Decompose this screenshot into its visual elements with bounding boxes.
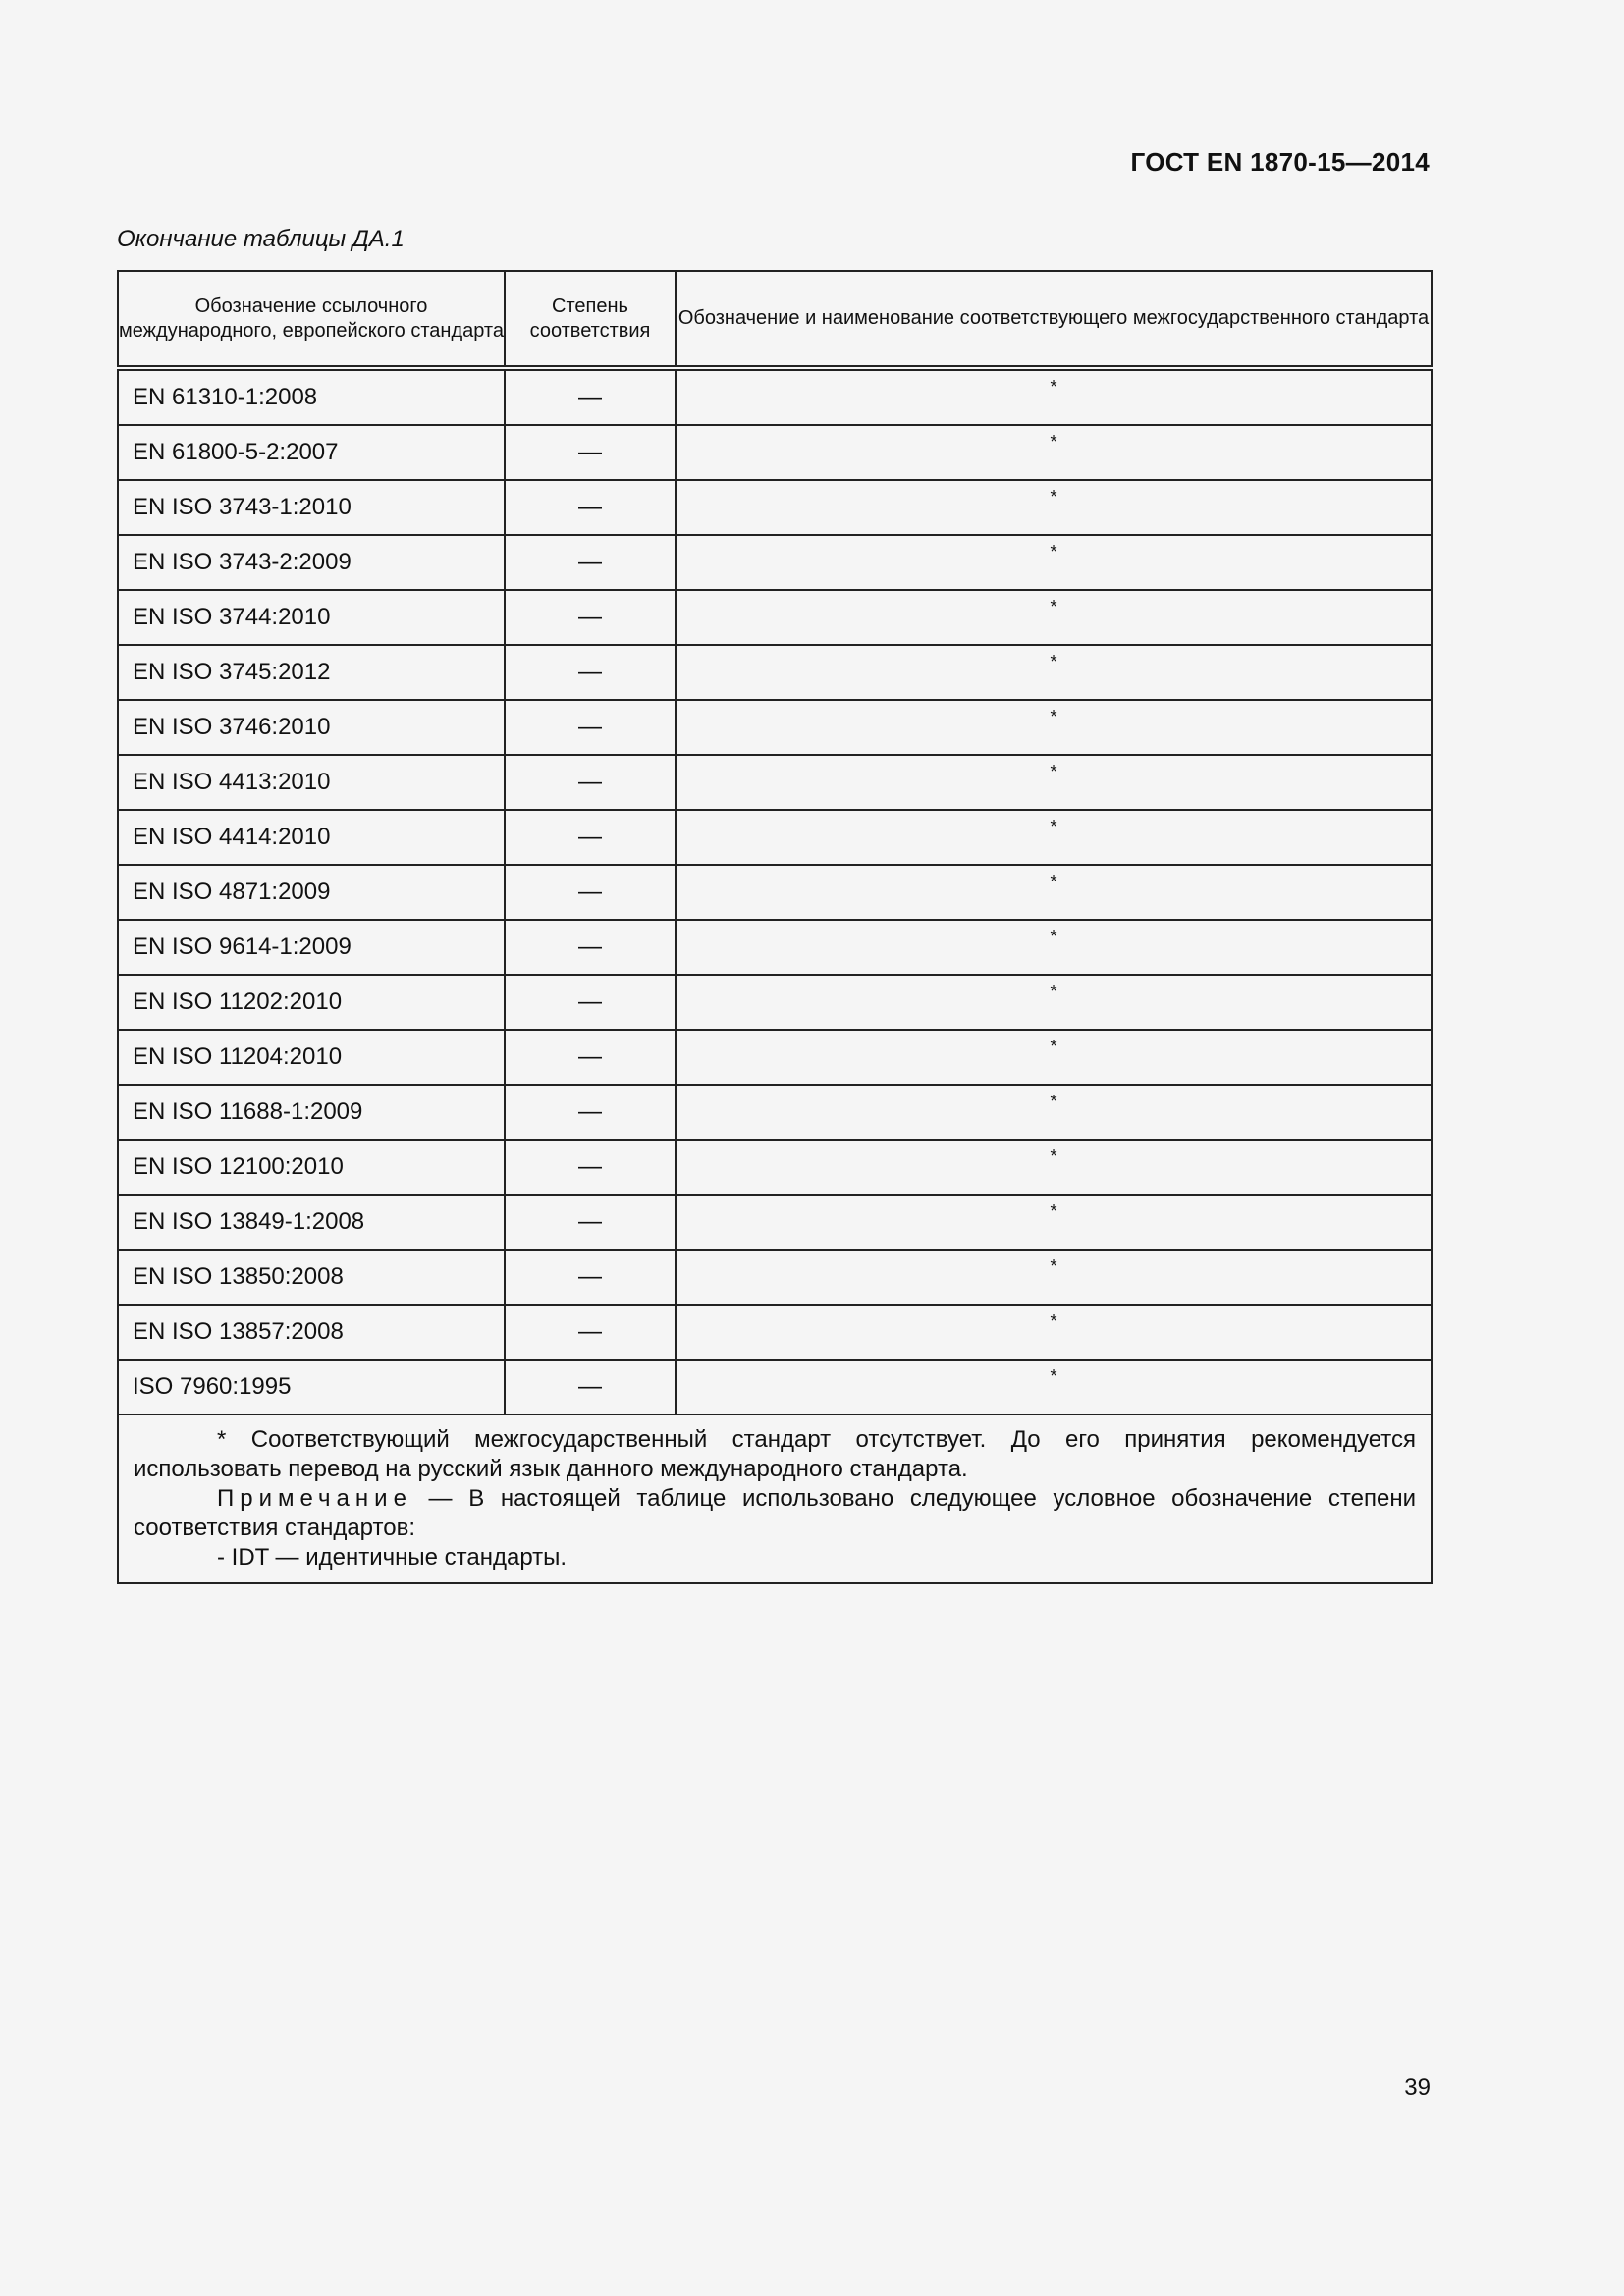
idt-legend: - IDT — идентичные стандарты. [217, 1544, 568, 1571]
standard-code-cell: EN ISO 3746:2010 [118, 700, 505, 755]
standards-table [117, 270, 1433, 1584]
standard-code-cell: EN ISO 11202:2010 [118, 975, 505, 1030]
note-paragraph [134, 1484, 1416, 1543]
table-row [118, 810, 1432, 865]
degree-cell: — [505, 480, 676, 535]
standard-code-cell: EN ISO 13850:2008 [118, 1250, 505, 1305]
degree-cell: — [505, 810, 676, 865]
standard-code-cell: EN ISO 3743-2:2009 [118, 535, 505, 590]
national-standard-cell: * [676, 645, 1432, 700]
national-standard-cell: * [676, 535, 1432, 590]
table-row [118, 755, 1432, 810]
degree-cell: — [505, 645, 676, 700]
national-standard-cell: * [676, 1085, 1432, 1140]
national-standard-cell: * [676, 1360, 1432, 1415]
national-standard-cell: * [676, 1195, 1432, 1250]
standard-code-cell: EN ISO 4414:2010 [118, 810, 505, 865]
standard-code-cell: EN ISO 4871:2009 [118, 865, 505, 920]
standard-code-cell: EN ISO 4413:2010 [118, 755, 505, 810]
standard-code-cell: EN ISO 11204:2010 [118, 1030, 505, 1085]
national-standard-cell: * [676, 975, 1432, 1030]
national-standard-cell: * [676, 1250, 1432, 1305]
standard-code-cell: EN ISO 3743-1:2010 [118, 480, 505, 535]
table-caption: Окончание таблицы ДА.1 [117, 226, 405, 252]
table-row [118, 1140, 1432, 1195]
national-standard-cell: * [676, 810, 1432, 865]
standard-code-cell: EN ISO 3744:2010 [118, 590, 505, 645]
header-national-standard: Обозначение и наименование соответствующего межгосударственного стандарта [676, 271, 1432, 368]
national-standard-cell: * [676, 700, 1432, 755]
national-standard-cell: * [676, 1030, 1432, 1085]
table-row [118, 645, 1432, 700]
table-row [118, 425, 1432, 480]
standard-code-cell: EN ISO 13849-1:2008 [118, 1195, 505, 1250]
degree-cell: — [505, 535, 676, 590]
notes-cell [118, 1415, 1432, 1583]
notes-row [118, 1415, 1432, 1583]
table-row [118, 975, 1432, 1030]
standard-code-cell: ISO 7960:1995 [118, 1360, 505, 1415]
table-row [118, 368, 1432, 425]
degree-cell: — [505, 1360, 676, 1415]
header-reference-standard: Обозначение ссылочного международного, европейского стандарта [118, 271, 505, 368]
table-row [118, 1305, 1432, 1360]
degree-cell: — [505, 1250, 676, 1305]
header-degree: Степень соответствия [505, 271, 676, 368]
standard-code-cell: EN 61310-1:2008 [118, 368, 505, 425]
national-standard-cell: * [676, 755, 1432, 810]
standard-code-cell: EN ISO 13857:2008 [118, 1305, 505, 1360]
table-row [118, 1360, 1432, 1415]
national-standard-cell: * [676, 480, 1432, 535]
degree-cell: — [505, 1195, 676, 1250]
degree-cell: — [505, 1140, 676, 1195]
standard-code-cell: EN ISO 11688-1:2009 [118, 1085, 505, 1140]
table-row [118, 865, 1432, 920]
degree-cell: — [505, 425, 676, 480]
national-standard-cell: * [676, 920, 1432, 975]
table-header-row [118, 271, 1432, 368]
national-standard-cell: * [676, 1305, 1432, 1360]
standard-code-cell: EN ISO 9614-1:2009 [118, 920, 505, 975]
table-row [118, 590, 1432, 645]
degree-cell: — [505, 700, 676, 755]
table-row [118, 1250, 1432, 1305]
table-row [118, 1085, 1432, 1140]
national-standard-cell: * [676, 1140, 1432, 1195]
table-row [118, 1195, 1432, 1250]
document-header-title: ГОСТ EN 1870-15—2014 [1130, 147, 1430, 177]
degree-cell: — [505, 1305, 676, 1360]
degree-cell: — [505, 865, 676, 920]
degree-cell: — [505, 1030, 676, 1085]
degree-cell: — [505, 1085, 676, 1140]
standard-code-cell: EN 61800-5-2:2007 [118, 425, 505, 480]
table-row [118, 535, 1432, 590]
note-label: Примечание [217, 1485, 412, 1512]
page-number: 39 [1404, 2074, 1431, 2101]
degree-cell: — [505, 368, 676, 425]
table-row [118, 480, 1432, 535]
standard-code-cell: EN ISO 12100:2010 [118, 1140, 505, 1195]
degree-cell: — [505, 920, 676, 975]
note-text: — В настоящей таблице использовано следующее условное обозначение степени соответствия стандартов: [134, 1485, 1416, 1541]
degree-cell: — [505, 975, 676, 1030]
degree-cell: — [505, 755, 676, 810]
table-row [118, 920, 1432, 975]
national-standard-cell: * [676, 865, 1432, 920]
table-row [118, 1030, 1432, 1085]
footnote-text: * Соответствующий межгосударственный стандарт отсутствует. До его принятия рекомендуется использовать перевод на русский язык данного международного стандарта. [134, 1426, 1416, 1482]
degree-cell: — [505, 590, 676, 645]
national-standard-cell: * [676, 368, 1432, 425]
national-standard-cell: * [676, 590, 1432, 645]
standard-code-cell: EN ISO 3745:2012 [118, 645, 505, 700]
table-row [118, 700, 1432, 755]
national-standard-cell: * [676, 425, 1432, 480]
